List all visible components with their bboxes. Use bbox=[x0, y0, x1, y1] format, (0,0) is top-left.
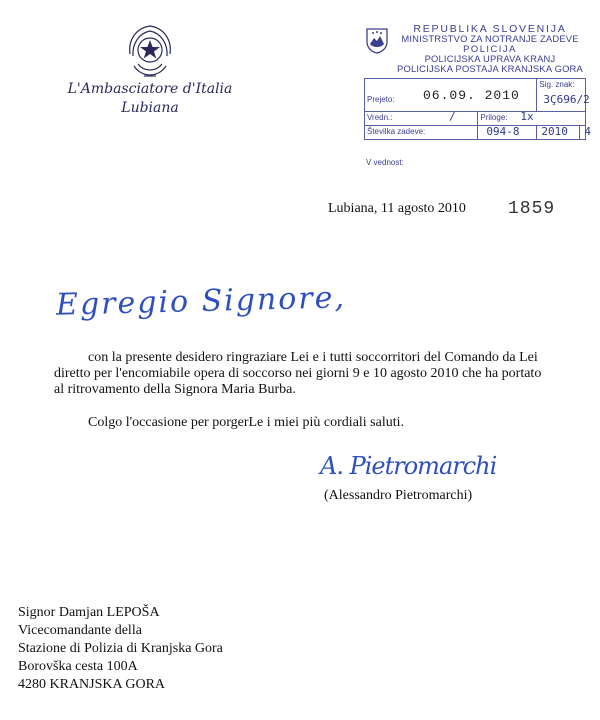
ambassador-city: Lubiana bbox=[121, 100, 179, 116]
stamp-case-part1 bbox=[478, 126, 537, 140]
attachments-label: Priloge: bbox=[480, 113, 508, 122]
stamp-line-station: POLICIJSKA POSTAJA KRANJSKA GORA bbox=[397, 63, 583, 74]
stamp-line-police: POLICIJA bbox=[463, 43, 517, 54]
stamp-line-republic: REPUBLIKA SLOVENIJA bbox=[413, 23, 567, 35]
protocol-number: 1859 bbox=[508, 199, 556, 219]
stamp-table bbox=[364, 78, 591, 140]
stamp-case-part3 bbox=[580, 125, 591, 140]
address-station: Stazione di Polizia di Kranjska Gora bbox=[18, 641, 223, 656]
body-paragraph-1-line-2: diretto per l'encomiabile opera di soccorso nei giorni 9 e 10 agosto 2010 che ha portato bbox=[54, 366, 542, 381]
value-label: Vredn.: bbox=[367, 113, 393, 122]
stamp-value-cell bbox=[365, 112, 478, 126]
letter-date: Lubiana, 11 agosto 2010 bbox=[328, 201, 466, 216]
stamp-received-cell bbox=[365, 79, 537, 112]
address-city: 4280 KRANJSKA GORA bbox=[18, 677, 166, 692]
address-street: Borovška cesta 100A bbox=[18, 659, 138, 674]
stamp-case-label-cell bbox=[365, 126, 478, 140]
attachments-value: 1x bbox=[520, 110, 534, 123]
ambassador-title: L'Ambasciatore d'Italia bbox=[67, 81, 233, 97]
case-number-label: Številka zadeve: bbox=[367, 127, 426, 136]
body-paragraph-2: Colgo l'occasione per porgerLe i miei più cordiali saluti. bbox=[88, 415, 405, 430]
case-number-part2: 2010 bbox=[541, 125, 568, 138]
case-number-part1: 094-8 bbox=[486, 125, 520, 138]
stamp-attachments-cell bbox=[478, 112, 586, 126]
police-receipt-stamp bbox=[360, 22, 591, 172]
stamp-case-part2 bbox=[537, 126, 580, 140]
stamp-line-ministry: MINISTRSTVO ZA NOTRANJE ZADEVE bbox=[401, 33, 579, 44]
ambassador-heading bbox=[50, 80, 250, 118]
handwritten-signature: A. Pietromarchi bbox=[320, 452, 497, 480]
received-label: Prejeto: bbox=[367, 95, 395, 104]
value-value: / bbox=[449, 110, 456, 123]
signatory-name: (Alessandro Pietromarchi) bbox=[324, 488, 473, 503]
italian-republic-emblem-icon bbox=[124, 20, 176, 84]
address-recipient: Signor Damjan LEPOŠA bbox=[18, 605, 160, 620]
address-role: Vicecomandante della bbox=[18, 623, 142, 638]
stamp-line-directorate: POLICIJSKA UPRAVA KRANJ bbox=[424, 53, 556, 64]
sign-label: Sig. znak: bbox=[539, 80, 575, 89]
body-paragraph-1-line-1: con la presente desidero ringraziare Lei e i tutti soccorritori del Comando da Lei bbox=[88, 350, 538, 365]
stamp-sign-cell bbox=[537, 79, 590, 112]
copy-to-label: V vednost: bbox=[366, 158, 404, 167]
slovenia-crest-icon bbox=[366, 28, 388, 54]
case-number-part3: 4 bbox=[584, 125, 591, 138]
sign-value: 3Ç696/2 bbox=[543, 93, 590, 106]
stamp-header bbox=[392, 24, 588, 74]
handwritten-salutation: Egregio Signore, bbox=[55, 280, 347, 323]
received-date: 06.09. 2010 bbox=[423, 88, 520, 103]
body-paragraph-1-line-3: al ritrovamento della Signora Maria Burba. bbox=[54, 382, 296, 397]
